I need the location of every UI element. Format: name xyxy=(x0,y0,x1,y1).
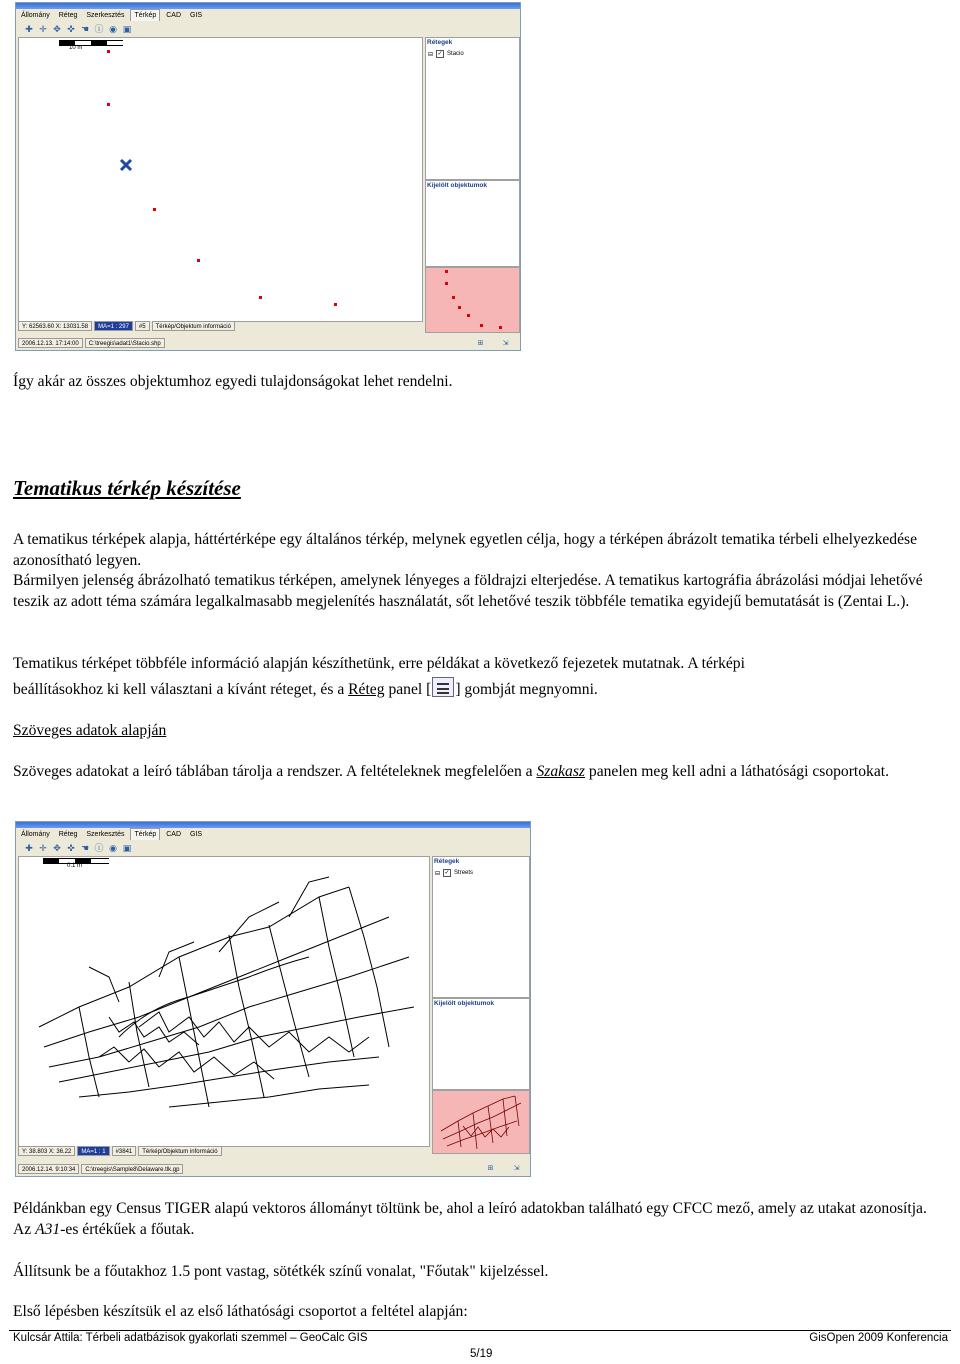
paragraph-7: Első lépésben készítsük el az első láthatósági csoportot a feltétel alapján: xyxy=(13,1303,468,1320)
collapse-icon[interactable]: ⊟ xyxy=(435,870,441,877)
overview-points xyxy=(426,268,519,332)
footer-left: Kulcsár Attila: Térbeli adatbázisok gyakorlati szemmel – GeoCalc GIS xyxy=(13,1332,368,1344)
hand-icon[interactable]: ☚ xyxy=(80,24,90,34)
paragraph-3-line-1: Tematikus térképet többféle információ alapján készíthetünk, erre példákat a következő fejezetek mutatnak. A térképi xyxy=(13,655,745,672)
reteg-panel-link[interactable]: Réteg xyxy=(348,681,385,698)
zoom-in-icon[interactable]: ✚ xyxy=(25,24,33,34)
status-mode: Térkép/Objektum információ xyxy=(138,1146,221,1156)
selected-objects-title: Kijelölt objektumok xyxy=(434,1000,494,1007)
status-path: C:\treegis\adat1\Stacio.shp xyxy=(85,338,165,348)
para5-text-b: -es értékűek a főutak. xyxy=(60,1221,195,1238)
layer-settings-icon xyxy=(432,677,454,697)
zoom-extent-icon[interactable]: ✜ xyxy=(67,843,75,853)
menu-item-reteg[interactable]: Réteg xyxy=(58,12,78,19)
section-heading: Tematikus térkép készítése xyxy=(13,476,241,500)
status-bar-2 xyxy=(18,1164,183,1174)
info-icon[interactable]: ⓘ xyxy=(94,843,104,853)
layer-row[interactable] xyxy=(428,50,464,58)
paragraph-6: Állítsunk be a főutakhoz 1.5 pont vastag, sötétkék színű vonalat, "Főutak" kijelzéssel. xyxy=(13,1263,549,1280)
selected-objects-title: Kijelölt objektumok xyxy=(427,182,487,189)
status-date: 2006.12.13. 17:14:00 xyxy=(18,338,83,348)
menu-item-allomany[interactable]: Állomány xyxy=(21,12,50,19)
map-point xyxy=(107,50,110,53)
collapse-icon[interactable]: ⊟ xyxy=(428,51,434,58)
footer-divider xyxy=(9,1330,951,1331)
intro-paragraph: Így akár az összes objektumhoz egyedi tulajdonságokat lehet rendelni. xyxy=(13,373,453,390)
layer-name: Stacio xyxy=(447,51,464,57)
layer-name: Streets xyxy=(454,870,474,876)
layers-panel xyxy=(432,856,530,998)
map-point xyxy=(197,259,200,262)
layers-panel xyxy=(425,37,520,180)
menu-item-terkep[interactable]: Térkép xyxy=(130,9,160,21)
paragraph-4 xyxy=(13,761,948,782)
menu-item-szerkesztes[interactable]: Szerkesztés xyxy=(86,831,125,838)
para4-text-a: Szöveges adatokat a leíró táblában tárolja a rendszer. A feltételeknek megfelelően a xyxy=(13,763,533,780)
szakasz-panel-link[interactable]: Szakasz xyxy=(536,763,585,780)
menu-item-cad[interactable]: CAD xyxy=(166,12,181,19)
map-point xyxy=(334,303,337,306)
layer-icon[interactable]: ▣ xyxy=(122,24,132,34)
paragraph-3-line-2 xyxy=(13,677,948,700)
globe-icon[interactable]: ◉ xyxy=(109,843,117,853)
paragraph-5 xyxy=(13,1198,948,1240)
status-bar xyxy=(18,1146,222,1156)
status-scale: MA=1 : 1 xyxy=(77,1146,109,1156)
overview-map[interactable] xyxy=(432,1090,530,1154)
paragraph-2: Bármilyen jelenség ábrázolható tematikus térképen, amelynek lényeges a földrajzi elterjedése. A tematikus kartográfia ábrázolási módjai lehetővé teszik az adott téma számára legalkalmasabb megjelenítés használatát, sőt lehetővé teszik többféle tematika egyidejű bemutatását is (Zentai L.). xyxy=(13,572,923,610)
map-toolbar xyxy=(18,22,518,36)
menu-bar xyxy=(18,828,528,841)
paragraph-1: A tematikus térképek alapja, háttértérképe egy általános térkép, melynek egyetlen célja, hogy a térképen ábrázolt tematika térbeli elhelyezkedése azonosítható legyen. xyxy=(13,531,918,569)
globe-icon[interactable]: ◉ xyxy=(109,24,117,34)
layers-panel-title: Rétegek xyxy=(434,858,460,865)
status-bar xyxy=(18,321,235,331)
status-scale: MA=1 : 297 xyxy=(94,321,133,331)
layer-icon[interactable]: ▣ xyxy=(122,843,132,853)
selected-objects-panel xyxy=(425,180,520,267)
status-coords: Y: 38.803 X: 36.22 xyxy=(18,1146,75,1156)
zoom-in-icon[interactable]: ✚ xyxy=(25,843,33,853)
status-mode: Térkép/Objektum információ xyxy=(152,321,235,331)
page-number: 5/19 xyxy=(470,1348,493,1360)
panel-export-icon[interactable]: ⇲ xyxy=(513,1165,520,1172)
map-point xyxy=(153,208,156,211)
scale-label: 0.1 m xyxy=(67,863,83,869)
menu-item-gis[interactable]: GIS xyxy=(189,831,203,838)
map-toolbar xyxy=(18,841,528,855)
menu-item-cad[interactable]: CAD xyxy=(166,831,181,838)
panel-export-icon[interactable]: ⇲ xyxy=(502,340,509,347)
pan-icon[interactable]: ✥ xyxy=(53,843,61,853)
menu-item-reteg[interactable]: Réteg xyxy=(58,831,78,838)
overview-map[interactable] xyxy=(425,267,520,333)
layer-checkbox[interactable]: ✓ xyxy=(444,870,450,876)
para3-text-a: beállításokhoz ki kell választani a kívánt réteget, és a xyxy=(13,681,345,698)
para5-text-a: Példánkban egy Census TIGER alapú vektoros állományt töltünk be, ahol a leíró adatokban található egy CFCC mező, amely az utakat azonosítja. Az xyxy=(13,1200,927,1238)
para3-text-b: panel [ xyxy=(388,681,432,698)
status-date: 2006.12.14. 9:10:34 xyxy=(18,1164,79,1174)
panel-add-icon[interactable]: ⊞ xyxy=(477,340,484,347)
status-count: #3841 xyxy=(112,1146,137,1156)
para4-text-b: panelen meg kell adni a láthatósági csoportokat. xyxy=(588,763,889,780)
zoom-out-icon[interactable]: ✛ xyxy=(39,24,47,34)
layer-row[interactable] xyxy=(435,869,473,877)
map-point xyxy=(259,296,262,299)
map-canvas[interactable] xyxy=(18,37,423,322)
layer-checkbox[interactable]: ✓ xyxy=(437,51,443,57)
status-path: C:\treegis\Sample8\Delaware.tlk.gp xyxy=(81,1164,183,1174)
status-bar-2 xyxy=(18,338,165,348)
pan-icon[interactable]: ✥ xyxy=(53,24,61,34)
selected-objects-panel xyxy=(432,998,530,1090)
menu-item-terkep[interactable]: Térkép xyxy=(130,828,160,840)
footer-right: GisOpen 2009 Konferencia xyxy=(809,1332,948,1344)
cfcc-code: A31 xyxy=(35,1221,61,1238)
map-points xyxy=(19,38,422,321)
menu-item-gis[interactable]: GIS xyxy=(189,12,203,19)
status-coords: Y: 62563.60 X: 13031.58 xyxy=(18,321,92,331)
scale-label: 10 m xyxy=(69,45,83,51)
overview-network xyxy=(433,1091,529,1153)
menu-item-szerkesztes[interactable]: Szerkesztés xyxy=(86,12,125,19)
gis-window-streets xyxy=(15,821,531,1177)
gis-window-stacio xyxy=(15,2,521,351)
street-network xyxy=(19,857,429,1146)
menu-bar xyxy=(18,9,518,22)
hand-icon[interactable]: ☚ xyxy=(80,843,90,853)
panel-add-icon[interactable]: ⊞ xyxy=(487,1165,494,1172)
selected-point-marker xyxy=(121,160,131,170)
layers-panel-title: Rétegek xyxy=(427,39,453,46)
map-canvas[interactable] xyxy=(18,856,430,1147)
menu-item-allomany[interactable]: Állomány xyxy=(21,831,50,838)
para3-text-c: ] gombját megnyomni. xyxy=(455,681,598,698)
zoom-extent-icon[interactable]: ✜ xyxy=(67,24,75,34)
map-point xyxy=(107,103,110,106)
subheading-text-data: Szöveges adatok alapján xyxy=(13,722,167,739)
zoom-out-icon[interactable]: ✛ xyxy=(39,843,47,853)
info-icon[interactable]: ⓘ xyxy=(94,24,104,34)
status-count: #5 xyxy=(135,321,150,331)
